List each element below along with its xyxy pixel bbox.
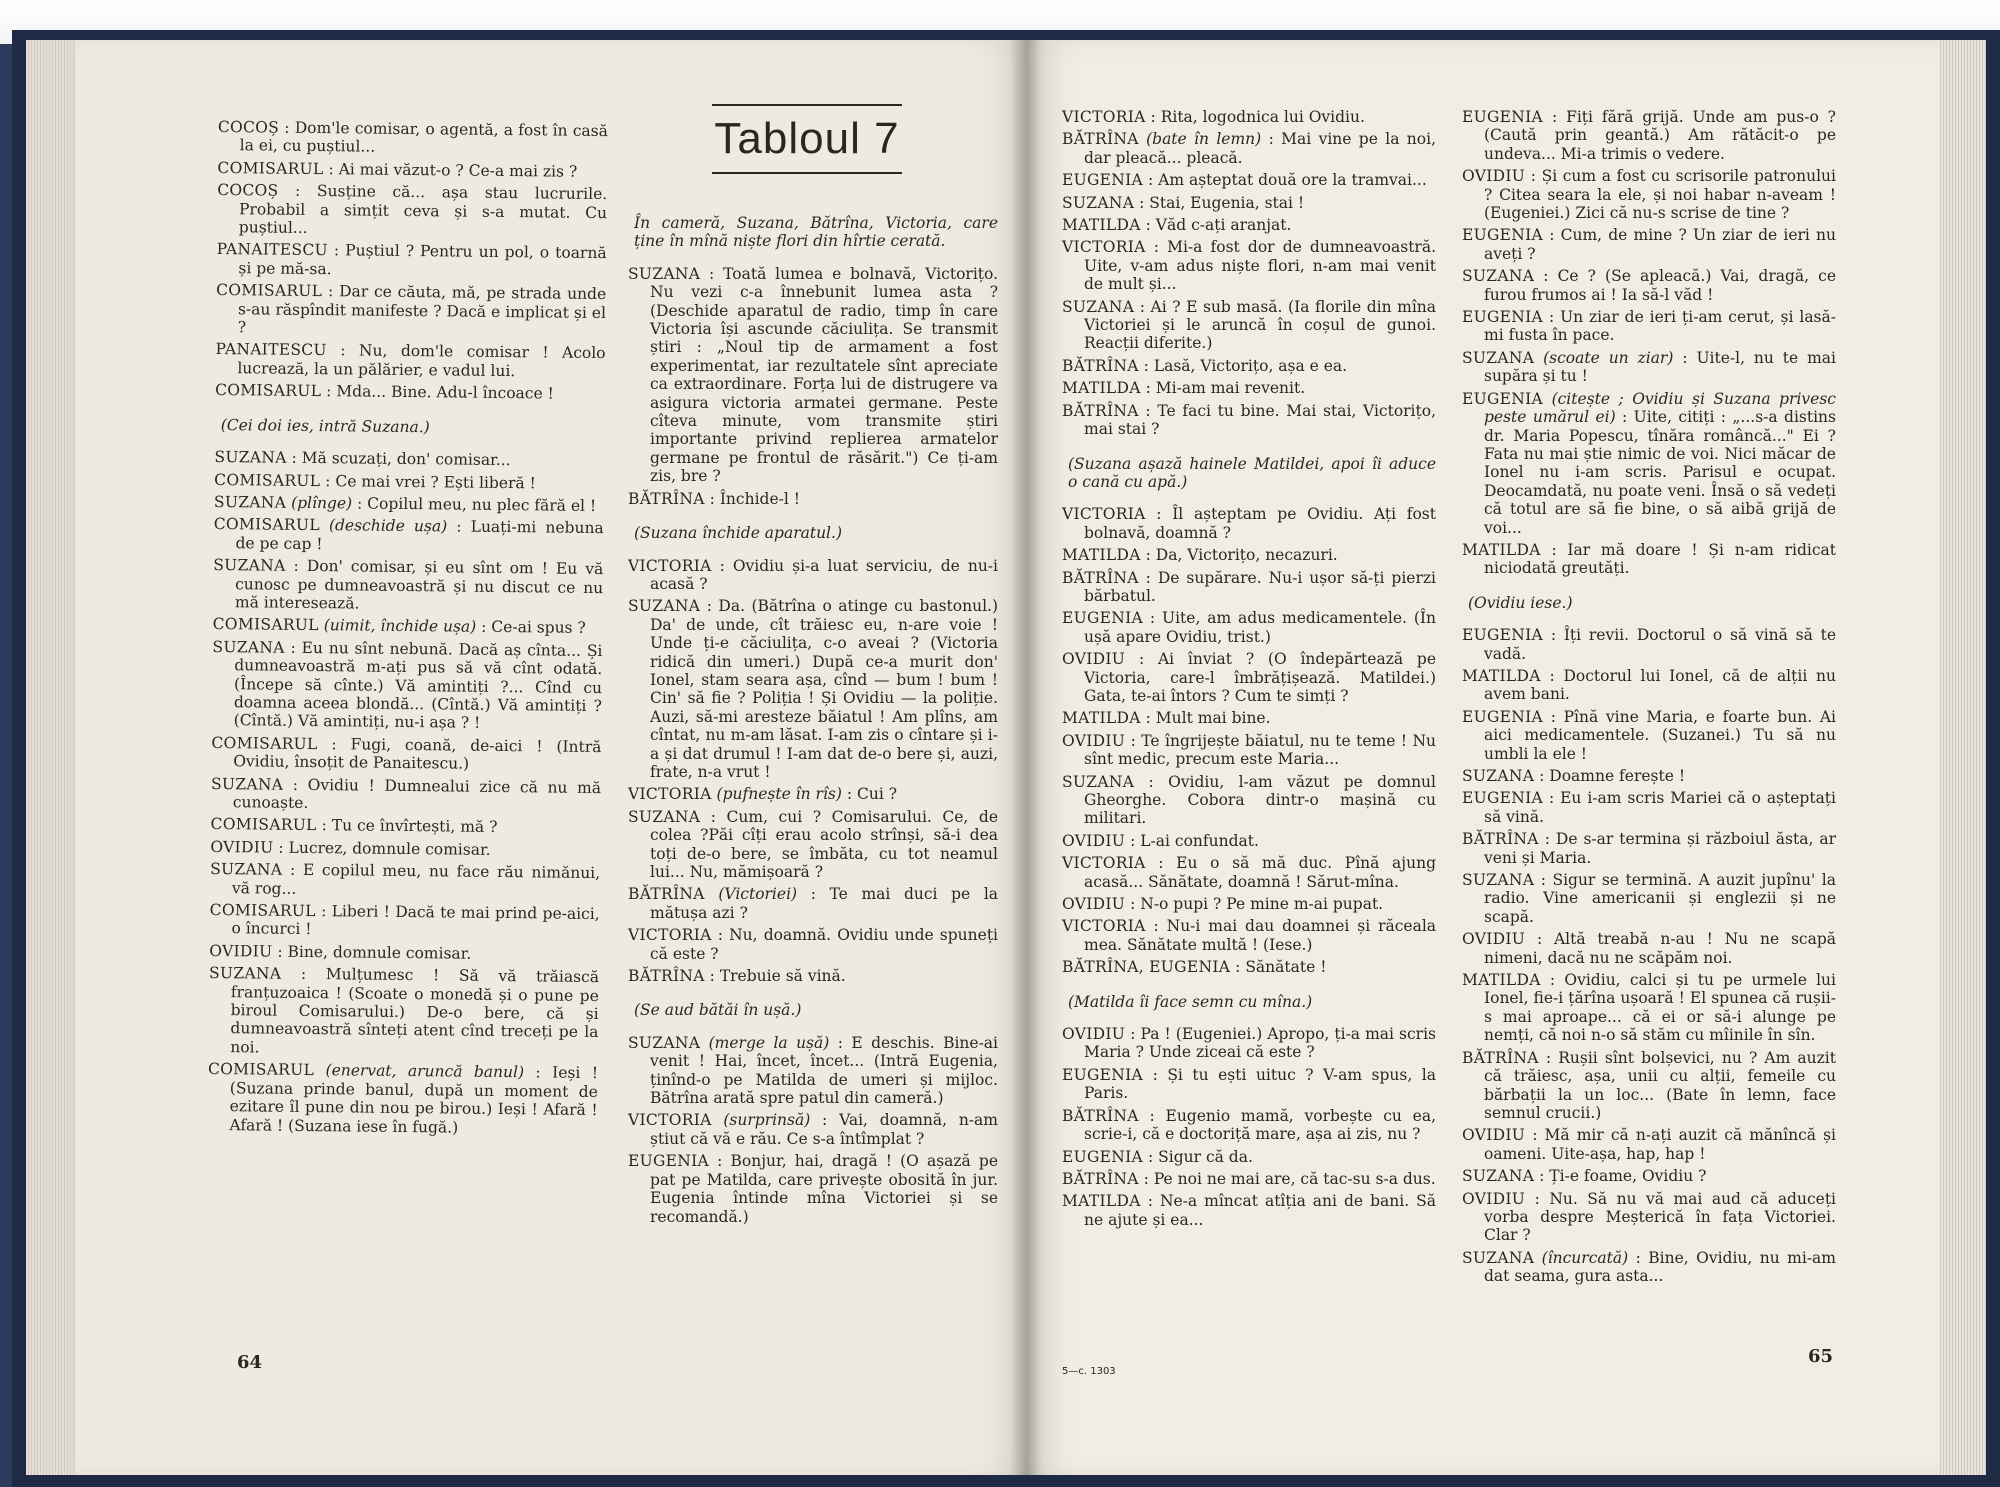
dialogue-text: Ne-a mîncat atîția ani de bani. Să ne ajute și ea... xyxy=(1084,1192,1436,1229)
title-rule-top xyxy=(712,104,902,106)
dialogue-text: Îți revii. Doctorul o să vină să te vadă. xyxy=(1484,626,1837,663)
dialogue-line: SUZANA : Mă scuzați, don' comisar... xyxy=(214,448,511,470)
speaker-name: MATILDA xyxy=(1062,379,1141,398)
dialogue-text: Ovidiu ! Dumnealui zice că nu mă cunoaște. xyxy=(232,775,602,812)
speaker-name: COMISARUL xyxy=(209,900,316,921)
dialogue-text: Mult mai bine. xyxy=(1155,709,1271,728)
dialogue-line: COMISARUL : Liberi ! Dacă te mai prind pe-aici, o încurci ! xyxy=(209,900,600,939)
dialogue-text: Ți-e foame, Ovidiu ? xyxy=(1549,1167,1707,1186)
speaker-name: COMISARUL xyxy=(217,158,324,178)
dialogue-text: Ai ? E sub masă. (Ia florile din mîna Victoriei și le aruncă în coșul de gunoi. Reacții diferite.) xyxy=(1084,297,1437,353)
speaker-name: BĂTRÎNA xyxy=(628,885,705,904)
dialogue-line: SUZANA : Toată lumea e bolnavă, Victorițo. Nu vezi c-a înnebunit lumea asta ? (Deschide aparatul de radio, timp în care Victoria își ascunde căciulița. Se transmit știri : „Noul tip de armament a fost experimentat, iar rezultatele sînt apreciate ca extraordinare. Forța lui de distrugere va asigura victoria armatei germane. Peste cîteva minute, vom transmite știri importante privind replierea armatelor germane pe frontul de răsărit.") Ce ți-am zis, bre ? xyxy=(628,264,999,486)
dialogue-line: EUGENIA : Și tu ești uituc ? V-am spus, la Paris. xyxy=(1062,1065,1437,1103)
inline-stage-direction: (citește ; Ovidiu și Suzana privesc peste umărul ei) xyxy=(1484,389,1836,427)
dialogue-text: Liberi ! Dacă te mai prind pe-aici, o încurci ! xyxy=(231,902,600,939)
speaker-name: EUGENIA xyxy=(1462,626,1544,645)
dialogue-line: VICTORIA (pufnește în rîs) : Cui ? xyxy=(628,785,898,804)
dialogue-text: Nu, dom'le comisar ! Acolo lucrează, la un pălărier, e vadul lui. xyxy=(237,341,606,381)
speaker-name: SUZANA xyxy=(1062,772,1135,791)
speaker-name: VICTORIA xyxy=(628,1111,712,1130)
dialogue-text: Uite-l, nu te mai supăra și tu ! xyxy=(1484,348,1836,386)
speaker-name: OVIDIU xyxy=(1062,650,1126,669)
speaker-name: SUZANA xyxy=(1062,193,1135,212)
stage-direction: (Matilda îi face semn cu mîna.) xyxy=(1068,992,1313,1011)
dialogue-line: OVIDIU : Mă mir că n-ați auzit că mănîncă și oameni. Uite-așa, hap, hap ! xyxy=(1462,1126,1836,1163)
speaker-name: OVIDIU xyxy=(1062,895,1126,914)
dialogue-text: E copilul meu, nu face rău nimănui, vă rog... xyxy=(231,861,601,898)
speaker-name: OVIDIU xyxy=(1462,1189,1526,1208)
speaker-name: SUZANA xyxy=(214,448,287,467)
speaker-name: VICTORIA xyxy=(1062,917,1146,936)
dialogue-line: EUGENIA : Uite, am adus medicamentele. (În ușă apare Ovidiu, trist.) xyxy=(1062,609,1436,646)
dialogue-line: SUZANA : E copilul meu, nu face rău nimănui, vă rog... xyxy=(210,860,601,898)
speaker-name: OVIDIU xyxy=(1462,1126,1526,1145)
dialogue-line: SUZANA : Ce ? (Se apleacă.) Vai, dragă, ce furou frumos ai ! Ia să-l văd ! xyxy=(1462,267,1836,304)
dialogue-text: Cum, cui ? Comisarului. Ce, de colea ?Păi cîți erau acolo strînși, să-i dea toți de-o bere, se îmbăta, cu tot neamul lui... Nu, mămișoară ? xyxy=(650,807,998,881)
speaker-name: MATILDA xyxy=(1062,546,1141,565)
dialogue-text: Bine, domnule comisar. xyxy=(287,942,472,963)
speaker-name: BĂTRÎNA xyxy=(1062,356,1139,375)
speaker-name: EUGENIA xyxy=(1462,108,1544,126)
dialogue-line: VICTORIA : Nu, doamnă. Ovidiu unde spuneți că este ? xyxy=(628,926,998,963)
dialogue-text: Eugenio mamă, vorbește cu ea, scrie-i, că e doctoriță mare, așa ai zis, nu ? xyxy=(1084,1106,1436,1144)
dialogue-line: MATILDA : Mi-am mai revenit. xyxy=(1062,379,1306,398)
speaker-name: EUGENIA xyxy=(1062,1147,1144,1166)
dialogue-text: Sigur se termină. A auzit jupînu' la radio. Vine americanii și englezii și ne scapă. xyxy=(1484,871,1837,926)
speaker-name: BĂTRÎNA xyxy=(628,489,705,508)
dialogue-line: EUGENIA : Am așteptat două ore la tramvai... xyxy=(1062,171,1427,190)
speaker-name: EUGENIA xyxy=(1462,707,1544,726)
dialogue-text: Iar mă doare ! Și n-am ridicat niciodată greutăți. xyxy=(1484,540,1836,578)
dialogue-text: Doamne ferește ! xyxy=(1549,767,1686,785)
dialogue-text: De supărare. Nu-i ușor să-ți pierzi bărbatul. xyxy=(1084,568,1437,605)
dialogue-text: De s-ar termina și războiul ăsta, ar veni și Maria. xyxy=(1484,830,1836,867)
dialogue-line: VICTORIA : Nu-i mai dau doamnei și răceala mea. Sănătate multă ! (Iese.) xyxy=(1062,917,1437,954)
speaker-name: SUZANA xyxy=(628,807,701,826)
dialogue-line: EUGENIA (citește ; Ovidiu și Suzana privesc peste umărul ei) : Uite, citiți : „...s-a distins dr. Maria Popescu, tînăra româncă..." Ei ? Fata nu mai știe nimic de voi. Nici măcar de Ionel nu i-am scris. Parisul e ocupat. Deocamdată, nu poate veni. Însă o să vedeți că totul are să fie bine, o să aibă grijă de voi... xyxy=(1462,389,1836,537)
speaker-name: MATILDA xyxy=(1062,1192,1141,1211)
dialogue-line: BĂTRÎNA : Pe noi ne mai are, că tac-su s-a dus. xyxy=(1062,1169,1436,1188)
speaker-name: VICTORIA xyxy=(1062,505,1146,524)
dialogue-line: SUZANA (plînge) : Copilul meu, nu plec fără el ! xyxy=(213,492,597,515)
dialogue-line: PANAITESCU : Nu, dom'le comisar ! Acolo lucrează, la un pălărier, e vadul lui. xyxy=(215,340,606,381)
dialogue-text: Lasă, Victorițo, așa e ea. xyxy=(1153,356,1348,375)
dialogue-text: Mă scuzați, don' comisar... xyxy=(301,448,511,470)
dialogue-text: Îl așteptam pe Ovidiu. Ați fost bolnavă, doamnă ? xyxy=(1084,505,1436,542)
dialogue-line: BĂTRÎNA : Lasă, Victorițo, așa e ea. xyxy=(1062,356,1348,375)
speaker-name: EUGENIA xyxy=(1462,226,1544,245)
speaker-name: SUZANA xyxy=(1462,871,1535,890)
dialogue-line: OVIDIU : Bine, domnule comisar. xyxy=(209,941,472,963)
dialogue-line: SUZANA : Doamne ferește ! xyxy=(1462,767,1686,785)
speaker-name: SUZANA xyxy=(1462,1248,1535,1267)
dialogue-line: BĂTRÎNA (Victoriei) : Te mai duci pe la mătușa azi ? xyxy=(628,885,999,922)
dialogue-line: SUZANA : Sigur se termină. A auzit jupînu' la radio. Vine americanii și englezii și ne scapă. xyxy=(1462,871,1837,926)
dialogue-text: Ce-ai spus ? xyxy=(491,618,586,638)
stage-direction: (Suzana așază hainele Matildei, apoi îi aduce o cană cu apă.) xyxy=(1068,454,1436,491)
speaker-name: COMISARUL xyxy=(211,733,318,753)
dialogue-text: Dom'le comisar, o agentă, a fost în casă la ei, cu puștiul... xyxy=(239,118,608,157)
speaker-name: EUGENIA xyxy=(1462,789,1544,808)
speaker-name: SUZANA xyxy=(208,964,282,983)
speaker-name: COMISARUL xyxy=(216,281,323,301)
dialogue-line: BĂTRÎNA : Rușii sînt bolșevici, nu ? Am auzit că trăiesc, așa, unii cu alții, femeile cu bărbații la un loc... (Bate în lemn, face semnul crucii.) xyxy=(1462,1048,1836,1122)
speaker-name: BĂTRÎNA xyxy=(1062,1106,1139,1125)
dialogue-line: COMISARUL : Fugi, coană, de-aici ! (Intră Ovidiu, însoțit de Panaitescu.) xyxy=(211,733,602,773)
speaker-name: OVIDIU xyxy=(1462,930,1526,949)
speaker-name: OVIDIU xyxy=(1062,731,1126,750)
speaker-name: SUZANA xyxy=(1462,1167,1535,1186)
dialogue-line: BĂTRÎNA : Eugenio mamă, vorbește cu ea, scrie-i, că e doctoriță mare, așa ai zis, nu ? xyxy=(1062,1106,1436,1144)
inline-stage-direction: (surprinsă) xyxy=(723,1111,811,1130)
speaker-name: VICTORIA xyxy=(628,926,712,945)
inline-stage-direction: (enervat, aruncă banul) xyxy=(325,1061,525,1082)
dialogue-line: MATILDA : Văd c-ați aranjat. xyxy=(1062,216,1292,235)
dialogue-text: Mă mir că n-ați auzit că mănîncă și oameni. Uite-așa, hap, hap ! xyxy=(1484,1126,1836,1163)
dialogue-line: MATILDA : Doctorul lui Ionel, că de alții nu avem bani. xyxy=(1462,666,1836,704)
dialogue-text: Cui ? xyxy=(857,785,898,804)
dialogue-line: BĂTRÎNA : De s-ar termina și războiul ăsta, ar veni și Maria. xyxy=(1462,830,1836,867)
dialogue-text: E deschis. Bine-ai venit ! Hai, încet, încet... (Intră Eugenia, ținînd-o pe Matilda de umeri și mijloc. Bătrîna arată spre patul din cameră.) xyxy=(650,1033,999,1108)
left-page-column xyxy=(207,118,608,1142)
left-page-second-column xyxy=(628,198,998,1230)
speaker-name: OVIDIU xyxy=(209,941,273,961)
inline-stage-direction: (Victoriei) xyxy=(718,885,798,904)
speaker-name: COMISARUL xyxy=(214,470,321,490)
speaker-name: MATILDA xyxy=(1462,666,1541,685)
dialogue-line: COCOȘ : Susține că... așa stau lucrurile. Probabil a simțit ceva și s-a mutat. Cu puștiul... xyxy=(217,181,608,237)
speaker-name: VICTORIA xyxy=(628,556,712,575)
speaker-name: BĂTRÎNA xyxy=(1062,130,1139,149)
dialogue-text: Bine, Ovidiu, nu mi-am dat seama, gura asta... xyxy=(1484,1248,1836,1286)
dialogue-line: COMISARUL : Ai mai văzut-o ? Ce-a mai zis ? xyxy=(217,158,578,181)
dialogue-text: Ieși ! (Suzana prinde banul, după un moment de ezitare îl pune din nou pe birou.) Ieși ! Afară ! Afară ! (Suzana iese în fugă.) xyxy=(229,1063,599,1137)
dialogue-text: Eu nu sînt nebună. Dacă aș cînta... Și dumneavoastră m-ați pus să vă cînt odată. (Începe să cînte.) Vă amintiți ?... Cînd cu doamna aceea blondă... (Cîntă.) Vă amintiți ? (Cîntă.) Vă amintiți, nu-i așa ? ! xyxy=(233,638,603,733)
dialogue-text: Ce mai vrei ? Ești liberă ! xyxy=(335,471,536,492)
speaker-name: VICTORIA xyxy=(1062,238,1146,257)
dialogue-text: Nu, doamnă. Ovidiu unde spuneți că este ? xyxy=(650,926,998,963)
dialogue-text: Ai înviat ? (O îndepărtează pe Victoria, care-l îmbrățișează. Matildei.) Gata, te-ai întors ? Cum te simți ? xyxy=(1084,650,1436,705)
stage-direction: (Ovidiu iese.) xyxy=(1468,593,1573,612)
speaker-name: SUZANA xyxy=(1462,767,1535,785)
dialogue-line: EUGENIA : Sigur că da. xyxy=(1062,1147,1253,1166)
dialogue-text: Și tu ești uituc ? V-am spus, la Paris. xyxy=(1084,1065,1437,1103)
dialogue-line: BĂTRÎNA : Trebuie să vină. xyxy=(628,967,846,986)
speaker-name: MATILDA xyxy=(1462,540,1541,559)
dialogue-text: Am așteptat două ore la tramvai... xyxy=(1158,171,1427,190)
dialogue-text: Sănătate ! xyxy=(1245,958,1327,977)
speaker-name: MATILDA xyxy=(1062,216,1141,235)
dialogue-line: COMISARUL : Ce mai vrei ? Ești liberă ! xyxy=(214,470,536,492)
printer-signature-mark: 5—c. 1303 xyxy=(1062,1366,1116,1377)
dialogue-text: N-o pupi ? Pe mine m-ai pupat. xyxy=(1140,895,1384,914)
dialogue-text: Altă treabă n-au ! Nu ne scapă nimeni, dacă nu ne scăpăm noi. xyxy=(1484,930,1836,967)
dialogue-line: SUZANA : Mulțumesc ! Să vă trăiască franțuzoaica ! (Scoate o monedă și o pune pe biroul Comisarului.) De-o bere, că și dumneavoastră sînteți atent cînd treceți pe la noi. xyxy=(208,964,600,1057)
left-page-edges xyxy=(26,40,76,1475)
dialogue-line: OVIDIU : Și cum a fost cu scrisorile patronului ? Citea seara la ele, și noi habar n-aveam ! (Eugeniei.) Zici că nu-s scrise de tine ? xyxy=(1462,167,1836,223)
speaker-name: SUZANA xyxy=(1462,348,1535,367)
dialogue-line: OVIDIU : Te îngrijește băiatul, nu te teme ! Nu sînt medic, precum este Maria... xyxy=(1062,731,1437,769)
dialogue-text: Puștiul ? Pentru un pol, o toarnă și pe mă-sa. xyxy=(238,241,607,279)
speaker-name: SUZANA xyxy=(212,637,285,657)
dialogue-line: COMISARUL (uimit, închide ușa) : Ce-ai spus ? xyxy=(212,615,586,638)
speaker-name: MATILDA xyxy=(1062,709,1141,728)
speaker-name: COMISARUL xyxy=(212,615,319,635)
dialogue-text: Mi-am mai revenit. xyxy=(1155,379,1306,398)
stage-direction: (Suzana închide aparatul.) xyxy=(634,524,842,543)
inline-stage-direction: (bate în lemn) xyxy=(1146,130,1262,149)
right-page-second-column xyxy=(1462,108,1836,1290)
dialogue-line: MATILDA : Mult mai bine. xyxy=(1062,709,1271,728)
dialogue-text: Ce ? (Se apleacă.) Vai, dragă, ce furou frumos ai ! Ia să-l văd ! xyxy=(1484,267,1836,304)
dialogue-line: BĂTRÎNA (bate în lemn) : Mai vine pe la noi, dar pleacă... pleacă. xyxy=(1062,130,1437,167)
speaker-name: BĂTRÎNA xyxy=(1462,830,1539,849)
dialogue-line: VICTORIA (surprinsă) : Vai, doamnă, n-am știut că vă e rău. Ce s-a întîmplat ? xyxy=(628,1111,998,1148)
dialogue-line: EUGENIA : Cum, de mine ? Un ziar de ieri nu aveți ? xyxy=(1462,226,1837,263)
dialogue-text: Vai, doamnă, n-am știut că vă e rău. Ce s-a întîmplat ? xyxy=(650,1111,998,1148)
dialogue-text: Te faci tu bine. Mai stai, Victorițo, mai stai ? xyxy=(1084,401,1436,439)
dialogue-text: Uite, citiți : „...s-a distins dr. Maria Popescu, tînăra româncă..." Ei ? Fata nu mai știe nimic de voi. Nici măcar de Ionel nu i-am scris. Parisul e ocupat. Deocamdată, nu poate veni. Însă o să vedeți că totul are să fie bine, o să aibă grijă de voi... xyxy=(1484,408,1836,537)
dialogue-text: Eu i-am scris Mariei că o așteptați să vină. xyxy=(1484,789,1836,826)
dialogue-line: SUZANA (scoate un ziar) : Uite-l, nu te mai supăra și tu ! xyxy=(1462,348,1836,386)
dialogue-text: Închide-l ! xyxy=(719,489,800,508)
scene-title-block xyxy=(712,104,902,174)
speaker-name: BĂTRÎNA xyxy=(628,967,705,986)
dialogue-line: VICTORIA : Îl așteptam pe Ovidiu. Ați fost bolnavă, doamnă ? xyxy=(1062,505,1436,542)
dialogue-text: Lucrez, domnule comisar. xyxy=(288,838,491,859)
dialogue-line: SUZANA : Cum, cui ? Comisarului. Ce, de colea ?Păi cîți erau acolo strînși, să-i dea toți de-o bere, se îmbăta, cu tot neamul lui... Nu, mămișoară ? xyxy=(628,807,998,881)
page-number-left: 64 xyxy=(237,1352,263,1373)
dialogue-line: MATILDA : Da, Victorițo, necazuri. xyxy=(1062,546,1338,565)
dialogue-text: Mulțumesc ! Să vă trăiască franțuzoaica ! (Scoate o monedă și o pune pe biroul Comisarului.) De-o bere, că și dumneavoastră sînteți atent cînd treceți pe la noi. xyxy=(230,965,600,1057)
dialogue-text: Văd c-ați aranjat. xyxy=(1155,216,1292,235)
dialogue-text: Un ziar de ieri ți-am cerut, și lasă-mi fusta în pace. xyxy=(1484,308,1836,345)
dialogue-line: COCOȘ : Dom'le comisar, o agentă, a fost în casă la ei, cu puștiul... xyxy=(217,118,608,157)
dialogue-text: Susține că... așa stau lucrurile. Probabil a simțit ceva și s-a mutat. Cu puștiul... xyxy=(238,182,608,237)
speaker-name: OVIDIU xyxy=(1062,1025,1126,1044)
dialogue-text: Da. (Bătrîna o atinge cu bastonul.) Da' de unde, cît trăiesc eu, n-are voie ! Unde ți-e căciulița, c-o aveai ? (Victoria ridică din umeri.) După ce-a murit don' Ionel, stam seara așa, cînd — bum ! bum ! Cin' să fie ? Poliția ! Și Ovidiu — la poliție. Auzi, să-mi aresteze băiatul ! Am plîns, am cîntat, nu m-am lăsat. I-am zis o cîntare și i-a și dat drumul ! I-am dat de-o bere și, auzi, frate, n-a vrut ! xyxy=(650,597,998,781)
dialogue-line: SUZANA : Don' comisar, și eu sînt om ! Eu vă cunosc pe dumneavoastră și nu discut ce nu mă interesează. xyxy=(213,556,604,613)
speaker-name: SUZANA xyxy=(628,1033,701,1052)
dialogue-line: EUGENIA : Eu i-am scris Mariei că o așteptați să vină. xyxy=(1462,789,1836,826)
speaker-name: OVIDIU xyxy=(210,837,274,857)
dialogue-line: MATILDA : Ne-a mîncat atîția ani de bani. Să ne ajute și ea... xyxy=(1062,1192,1436,1229)
dialogue-line: SUZANA : Ovidiu, l-am văzut pe domnul Gheorghe. Cobora dintr-o mașină cu militari. xyxy=(1062,772,1437,828)
speaker-name: BĂTRÎNA xyxy=(1062,568,1139,587)
right-page-first-column xyxy=(1062,108,1436,1233)
dialogue-line: VICTORIA : Eu o să mă duc. Pînă ajung acasă... Sănătate, doamnă ! Sărut-mîna. xyxy=(1062,854,1436,891)
stage-direction: (Cei doi ies, intră Suzana.) xyxy=(220,415,430,436)
dialogue-text: Te îngrijește băiatul, nu te teme ! Nu sînt medic, precum este Maria... xyxy=(1084,731,1437,769)
inline-stage-direction: (merge la ușă) xyxy=(708,1033,830,1052)
dialogue-text: Tu ce învîrtești, mă ? xyxy=(331,816,498,837)
speaker-name: SUZANA xyxy=(213,556,286,575)
dialogue-line: SUZANA : Stai, Eugenia, stai ! xyxy=(1062,193,1305,212)
dialogue-line: MATILDA : Ovidiu, calci și tu pe urmele lui Ionel, fie-i țărîna ușoară ! El spunea că rușii-s mai aproape... că ei or să-i alunge pe nemți, că noi n-o să stăm cu mîinile în sîn. xyxy=(1462,971,1836,1045)
speaker-name: EUGENIA xyxy=(1462,308,1544,327)
dialogue-line: COMISARUL (enervat, aruncă banul) : Ieși ! (Suzana prinde banul, după un moment de ezitare îl pune din nou pe birou.) Ieși ! Afară ! Afară ! (Suzana iese în fugă.) xyxy=(207,1060,599,1137)
dialogue-text: Eu o să mă duc. Pînă ajung acasă... Sănătate, doamnă ! Sărut-mîna. xyxy=(1084,854,1436,891)
speaker-name: SUZANA xyxy=(628,264,701,283)
speaker-name: SUZANA xyxy=(1062,297,1135,316)
inline-stage-direction: (pufnește în rîs) xyxy=(716,785,842,804)
dialogue-line: SUZANA : Ai ? E sub masă. (Ia florile din mîna Victoriei și le aruncă în coșul de gunoi. Reacții diferite.) xyxy=(1062,297,1437,353)
inline-stage-direction: (plînge) xyxy=(291,493,353,513)
speaker-name: VICTORIA xyxy=(1062,108,1146,126)
dialogue-text: Și cum a fost cu scrisorile patronului ? Citea seara la ele, și noi habar n-aveam ! (Eugeniei.) Zici că nu-s scrise de tine ? xyxy=(1484,167,1836,223)
dialogue-line: SUZANA (merge la ușă) : E deschis. Bine-ai venit ! Hai, încet, încet... (Intră Eugenia, ținînd-o pe Matilda de umeri și mijloc. Bătrîna arată spre patul din cameră.) xyxy=(628,1033,999,1108)
dialogue-line: SUZANA : Da. (Bătrîna o atinge cu bastonul.) Da' de unde, cît trăiesc eu, n-are voie ! Unde ți-e căciulița, c-o aveai ? (Victoria ridică din umeri.) După ce-a murit don' Ionel, stam seara așa, cînd — bum ! bum ! Cin' să fie ? Poliția ! Și Ovidiu — la poliție. Auzi, să-mi aresteze băiatul ! Am plîns, am cîntat, nu m-am lăsat. I-am zis o cîntare și i-a și dat drumul ! I-am dat de-o bere și, auzi, frate, n-a vrut ! xyxy=(628,597,998,781)
dialogue-line: BĂTRÎNA : Te faci tu bine. Mai stai, Victorițo, mai stai ? xyxy=(1062,401,1436,439)
speaker-name: MATILDA xyxy=(1462,971,1541,990)
dialogue-text: L-ai confundat. xyxy=(1140,831,1259,850)
dialogue-text: Pe noi ne mai are, că tac-su s-a dus. xyxy=(1153,1169,1436,1188)
dialogue-line: BĂTRÎNA : De supărare. Nu-i ușor să-ți pierzi bărbatul. xyxy=(1062,568,1437,605)
scene-title: Tabloul 7 xyxy=(714,114,900,163)
right-page-edges xyxy=(1940,40,1986,1475)
dialogue-text: Fiți fără grijă. Unde am pus-o ? (Caută prin geantă.) Am rătăcit-o pe undeva... Mi-a trimis o vedere. xyxy=(1484,108,1836,163)
speaker-name: COMISARUL xyxy=(215,381,322,401)
dialogue-text: Luați-mi nebuna de pe cap ! xyxy=(235,517,604,553)
dialogue-line: COMISARUL : Mda... Bine. Adu-l încoace ! xyxy=(215,381,554,403)
dialogue-line: EUGENIA : Îți revii. Doctorul o să vină să te vadă. xyxy=(1462,626,1837,663)
dialogue-text: Nu. Să nu vă mai aud că aduceți vorba despre Meșterică în fața Victoriei. Clar ? xyxy=(1484,1189,1837,1245)
speaker-name: VICTORIA xyxy=(1062,854,1146,873)
dialogue-text: Ovidiu și-a luat serviciu, de nu-i acasă ? xyxy=(650,556,998,593)
speaker-name: EUGENIA xyxy=(628,1152,710,1171)
dialogue-line: OVIDIU : Altă treabă n-au ! Nu ne scapă nimeni, dacă nu ne scăpăm noi. xyxy=(1462,930,1836,967)
speaker-name: EUGENIA xyxy=(1462,389,1544,408)
speaker-name: SUZANA xyxy=(210,860,283,879)
dialogue-text: Ovidiu, l-am văzut pe domnul Gheorghe. Cobora dintr-o mașină cu militari. xyxy=(1084,772,1437,828)
speaker-name: OVIDIU xyxy=(1462,167,1526,186)
dialogue-line: SUZANA : Ți-e foame, Ovidiu ? xyxy=(1462,1167,1707,1186)
dialogue-text: Trebuie să vină. xyxy=(719,967,846,986)
dialogue-text: Mi-a fost dor de dumneavoastră. Uite, v-am adus niște flori, n-am mai venit de mult și... xyxy=(1084,238,1436,294)
dialogue-text: Copilul meu, nu plec fără el ! xyxy=(367,494,597,515)
dialogue-line: BĂTRÎNA, EUGENIA : Sănătate ! xyxy=(1062,958,1327,977)
dialogue-line: OVIDIU : Ai înviat ? (O îndepărtează pe Victoria, care-l îmbrățișează. Matildei.) Gata, te-ai întors ? Cum te simți ? xyxy=(1062,650,1436,705)
speaker-name: SUZANA xyxy=(1462,267,1535,286)
dialogue-text: Uite, am adus medicamentele. (În ușă apare Ovidiu, trist.) xyxy=(1084,609,1436,646)
dialogue-text: Pa ! (Eugeniei.) Apropo, ți-a mai scris Maria ? Unde ziceai că este ? xyxy=(1084,1025,1436,1062)
dialogue-line: OVIDIU : Lucrez, domnule comisar. xyxy=(210,837,491,859)
dialogue-text: Doctorul lui Ionel, că de alții nu avem bani. xyxy=(1484,666,1836,704)
dialogue-line: SUZANA (încurcată) : Bine, Ovidiu, nu mi-am dat seama, gura asta... xyxy=(1462,1248,1836,1286)
speaker-name: COMISARUL xyxy=(207,1060,315,1080)
dialogue-line: VICTORIA : Rita, logodnica lui Ovidiu. xyxy=(1062,108,1365,126)
inline-stage-direction: (scoate un ziar) xyxy=(1543,348,1674,367)
dialogue-text: Dar ce căuta, mă, pe strada unde s-au răspîndit manifeste ? Dacă e implicat și el ? xyxy=(237,282,607,337)
title-rule-bottom xyxy=(712,172,902,174)
dialogue-line: SUZANA : Ovidiu ! Dumnealui zice că nu mă cunoaște. xyxy=(210,774,602,812)
speaker-name: VICTORIA xyxy=(628,785,712,804)
page-number-right: 65 xyxy=(1808,1346,1834,1367)
dialogue-text: Da, Victorițo, necazuri. xyxy=(1155,546,1338,565)
dialogue-text: Mda... Bine. Adu-l încoace ! xyxy=(336,382,554,403)
dialogue-text: Stai, Eugenia, stai ! xyxy=(1149,193,1305,212)
dialogue-text: Te mai duci pe la mătușa azi ? xyxy=(650,885,999,922)
speaker-name: COMISARUL xyxy=(210,815,317,835)
dialogue-line: COMISARUL : Tu ce învîrtești, mă ? xyxy=(210,815,498,837)
speaker-name: SUZANA xyxy=(213,492,287,512)
dialogue-text: Ovidiu, calci și tu pe urmele lui Ionel, fie-i țărîna ușoară ! El spunea că rușii-s mai aproape... că ei or să-i alunge pe nemți, că noi n-o să stăm cu mîinile în sîn. xyxy=(1484,971,1836,1045)
dialogue-line: OVIDIU : N-o pupi ? Pe mine m-ai pupat. xyxy=(1062,895,1384,914)
dialogue-text: Don' comisar, și eu sînt om ! Eu vă cunosc pe dumneavoastră și nu discut ce nu mă interesează. xyxy=(234,557,604,613)
speaker-name: PANAITESCU xyxy=(215,340,327,360)
speaker-name: BĂTRÎNA xyxy=(1462,1048,1539,1067)
speaker-name: PANAITESCU xyxy=(216,240,328,260)
dialogue-line: OVIDIU : Pa ! (Eugeniei.) Apropo, ți-a mai scris Maria ? Unde ziceai că este ? xyxy=(1062,1025,1436,1062)
speaker-name: COMISARUL xyxy=(213,515,320,535)
speaker-name: EUGENIA xyxy=(1062,609,1144,628)
speaker-name: SUZANA xyxy=(210,774,284,794)
dialogue-line: EUGENIA : Un ziar de ieri ți-am cerut, și lasă-mi fusta în pace. xyxy=(1462,308,1836,345)
speaker-name: COCOȘ xyxy=(217,181,279,200)
inline-stage-direction: (deschide ușa) xyxy=(328,516,448,536)
speaker-name: OVIDIU xyxy=(1062,831,1126,850)
stage-direction: (Se aud bătăi în ușă.) xyxy=(634,1001,802,1020)
dialogue-text: Sigur că da. xyxy=(1158,1147,1253,1166)
dialogue-line: EUGENIA : Pînă vine Maria, e foarte bun. Ai aici medicamentele. (Suzanei.) Tu să nu umbli la ele ! xyxy=(1462,707,1837,763)
speaker-name: BĂTRÎNA xyxy=(1062,401,1139,420)
speaker-name: COCOȘ xyxy=(217,118,280,137)
dialogue-text: Nu-i mai dau doamnei și răceala mea. Sănătate multă ! (Iese.) xyxy=(1084,917,1437,954)
book-gutter xyxy=(1010,40,1042,1475)
dialogue-line: OVIDIU : L-ai confundat. xyxy=(1062,831,1259,850)
dialogue-line: SUZANA : Eu nu sînt nebună. Dacă aș cînta... Și dumneavoastră m-ați pus să vă cînt odată. (Începe să cînte.) Vă amintiți ?... Cînd cu doamna aceea blondă... (Cîntă.) Vă amintiți ? (Cîntă.) Vă amintiți, nu-i așa ? ! xyxy=(212,637,603,733)
speaker-name: BĂTRÎNA xyxy=(1062,1169,1139,1188)
dialogue-line: COMISARUL : Dar ce căuta, mă, pe strada unde s-au răspîndit manifeste ? Dacă e implicat și el ? xyxy=(216,281,607,337)
speaker-name: EUGENIA xyxy=(1062,1065,1144,1084)
dialogue-line: VICTORIA : Ovidiu și-a luat serviciu, de nu-i acasă ? xyxy=(628,556,998,593)
dialogue-text: Bonjur, hai, dragă ! (O așază pe pat pe Matilda, care privește obosită în jur. Eugenia întinde mîna Victoriei și se recomandă.) xyxy=(650,1152,998,1226)
dialogue-line: BĂTRÎNA : Închide-l ! xyxy=(628,489,800,508)
dialogue-line: VICTORIA : Mi-a fost dor de dumneavoastră. Uite, v-am adus niște flori, n-am mai venit de mult și... xyxy=(1062,238,1436,294)
dialogue-text: Ai mai văzut-o ? Ce-a mai zis ? xyxy=(338,160,578,181)
dialogue-line: EUGENIA : Bonjur, hai, dragă ! (O așază pe pat pe Matilda, care privește obosită în jur. Eugenia întinde mîna Victoriei și se recomandă.) xyxy=(628,1152,998,1226)
dialogue-line: MATILDA : Iar mă doare ! Și n-am ridicat niciodată greutăți. xyxy=(1462,540,1836,578)
dialogue-text: Rușii sînt bolșevici, nu ? Am auzit că trăiesc, așa, unii cu alții, femeile cu bărbații la un loc... (Bate în lemn, face semnul crucii.) xyxy=(1484,1048,1836,1122)
stage-direction: În cameră, Suzana, Bătrîna, Victoria, care ține în mînă niște flori din hîrtie cerată. xyxy=(634,214,998,251)
dialogue-line: PANAITESCU : Puștiul ? Pentru un pol, o toarnă și pe mă-sa. xyxy=(216,240,607,279)
inline-stage-direction: (uimit, închide ușa) xyxy=(323,616,477,637)
inline-stage-direction: (încurcată) xyxy=(1541,1248,1629,1267)
dialogue-line: COMISARUL (deschide ușa) : Luați-mi nebuna de pe cap ! xyxy=(213,515,604,553)
dialogue-line: EUGENIA : Fiți fără grijă. Unde am pus-o ? (Caută prin geantă.) Am rătăcit-o pe undeva... Mi-a trimis o vedere. xyxy=(1462,108,1836,163)
dialogue-text: Cum, de mine ? Un ziar de ieri nu aveți ? xyxy=(1484,226,1837,263)
dialogue-text: Mai vine pe la noi, dar pleacă... pleacă. xyxy=(1084,130,1437,167)
dialogue-line: OVIDIU : Nu. Să nu vă mai aud că aduceți vorba despre Meșterică în fața Victoriei. Clar ? xyxy=(1462,1189,1837,1245)
dialogue-text: Fugi, coană, de-aici ! (Intră Ovidiu, însoțit de Panaitescu.) xyxy=(233,735,602,773)
speaker-name: BĂTRÎNA, EUGENIA xyxy=(1062,958,1231,977)
speaker-name: SUZANA xyxy=(628,597,701,616)
dialogue-text: Toată lumea e bolnavă, Victorițo. Nu vezi c-a înnebunit lumea asta ? (Deschide aparatul de radio, timp în care Victoria își ascunde căciulița. Se transmit știri : „Noul tip de armament a fost experimentat, iar rezultatele sînt apreciate ca extraordinare. Forța lui de distrugere va asigura victoria armatei germane. Peste cîteva minute, vom transmite știri importante privind replierea armatelor germane pe frontul de răsărit.") Ce ți-am zis, bre ? xyxy=(650,264,999,486)
speaker-name: EUGENIA xyxy=(1062,171,1144,190)
dialogue-text: Rita, logodnica lui Ovidiu. xyxy=(1160,108,1365,126)
dialogue-text: Pînă vine Maria, e foarte bun. Ai aici medicamentele. (Suzanei.) Tu să nu umbli la ele ! xyxy=(1484,707,1837,763)
